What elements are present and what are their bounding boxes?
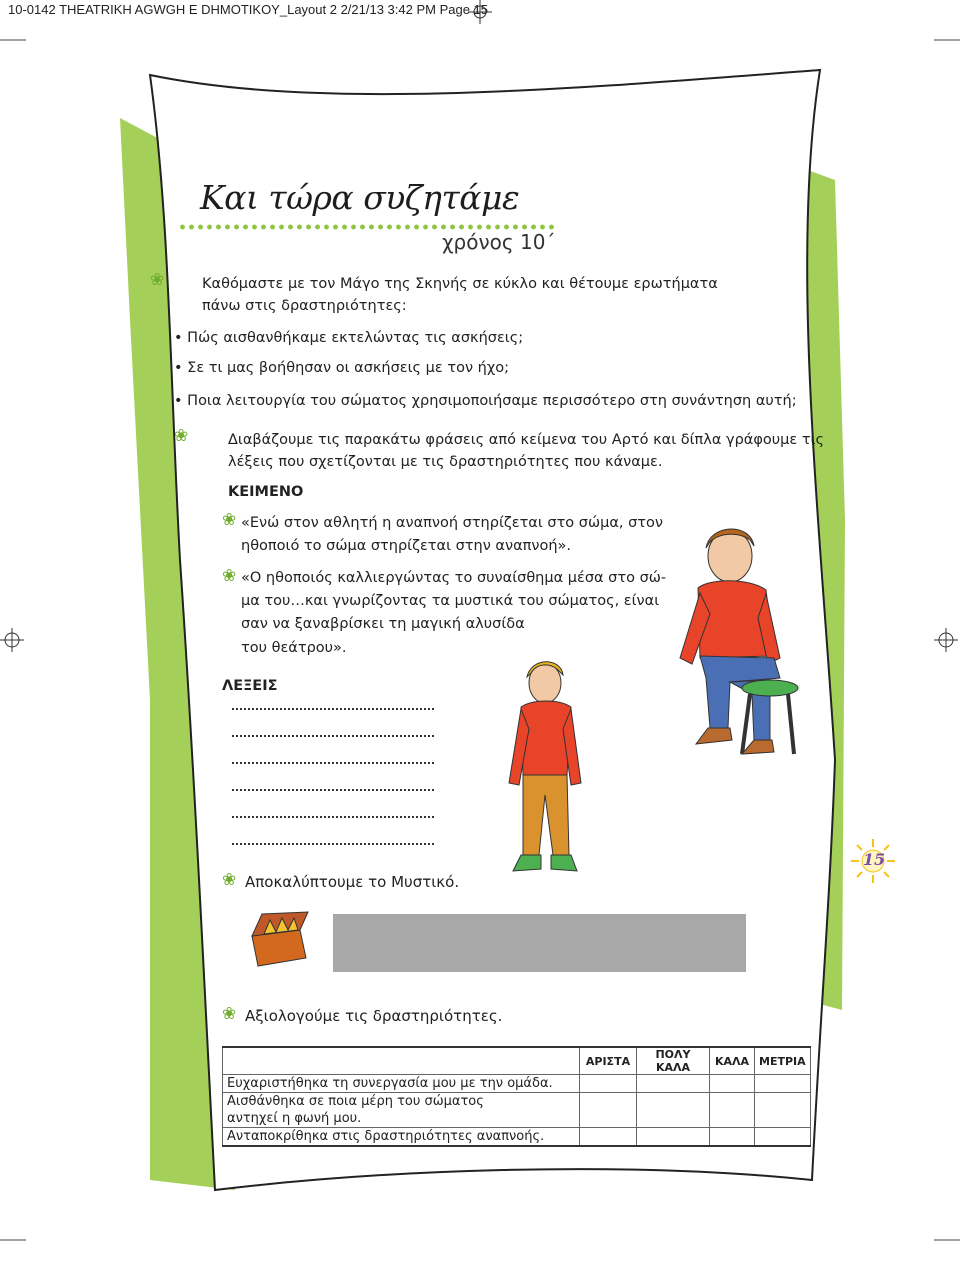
table-row bbox=[223, 1047, 811, 1075]
flower-icon: ❀ bbox=[174, 426, 189, 446]
standing-boy-illustration bbox=[495, 655, 590, 880]
rating-cell[interactable] bbox=[710, 1075, 755, 1093]
flower-icon: ❀ bbox=[150, 270, 165, 290]
rating-cell[interactable] bbox=[710, 1128, 755, 1147]
page-number: 15 bbox=[862, 850, 886, 869]
page-title: Και τώρα συζητάμε bbox=[200, 178, 520, 217]
rating-row-label: Ανταποκρίθηκα στις δραστηριότητες αναπνοής. bbox=[223, 1128, 580, 1147]
evaluate-heading: Αξιολογούμε τις δραστηριότητες. bbox=[245, 1007, 503, 1025]
rating-table bbox=[222, 1046, 811, 1147]
table-row bbox=[223, 1075, 811, 1093]
text-label: ΚΕΙΜΕΝΟ bbox=[228, 484, 304, 500]
flower-icon: ❀ bbox=[222, 566, 237, 586]
question-2: • Σε τι μας βοήθησαν οι ασκήσεις με τον ήχο; bbox=[174, 360, 509, 376]
quote2-line-3: σαν να ξαναβρίσκει τη μαγική αλυσίδα bbox=[241, 616, 525, 632]
answer-line[interactable] bbox=[232, 733, 434, 737]
rating-cell[interactable] bbox=[637, 1128, 710, 1147]
table-row bbox=[223, 1128, 811, 1147]
flower-icon: ❀ bbox=[222, 1004, 237, 1024]
reading-line-2: λέξεις που σχετίζονται με τις δραστηριότητες που κάναμε. bbox=[228, 454, 663, 470]
registration-mark-right bbox=[934, 628, 958, 652]
answer-line[interactable] bbox=[232, 760, 434, 764]
rating-row-label: αντηχεί η φωνή μου. bbox=[223, 1110, 580, 1128]
intro-line-2: πάνω στις δραστηριότητες: bbox=[202, 298, 407, 314]
answer-line[interactable] bbox=[232, 814, 434, 818]
reading-line-1: Διαβάζουμε τις παρακάτω φράσεις από κείμενα του Αρτό και δίπλα γράφουμε τις bbox=[228, 432, 824, 448]
registration-mark-left bbox=[0, 628, 24, 652]
words-label: ΛΕΞΕΙΣ bbox=[222, 678, 278, 694]
rating-row-label: Ευχαριστήθηκα τη συνεργασία μου με την ομάδα. bbox=[223, 1075, 580, 1093]
rating-cell[interactable] bbox=[755, 1128, 811, 1147]
rating-header: ΚΑΛΑ bbox=[710, 1047, 755, 1075]
table-row bbox=[223, 1093, 811, 1111]
rating-header: ΑΡΙΣΤΑ bbox=[580, 1047, 637, 1075]
rating-header: ΠΟΛΥ ΚΑΛΑ bbox=[637, 1047, 710, 1075]
rating-header: ΜΕΤΡΙΑ bbox=[755, 1047, 811, 1075]
rating-row-label: Αισθάνθηκα σε ποια μέρη του σώματος bbox=[223, 1093, 580, 1111]
rating-cell[interactable] bbox=[637, 1093, 710, 1128]
intro-line-1: Καθόμαστε με τον Μάγο της Σκηνής σε κύκλο και θέτουμε ερωτήματα bbox=[202, 276, 718, 292]
seated-man-illustration bbox=[670, 518, 800, 758]
question-1: • Πώς αισθανθήκαμε εκτελώντας τις ασκήσεις; bbox=[174, 330, 524, 346]
rating-cell[interactable] bbox=[580, 1093, 637, 1128]
secret-heading: Αποκαλύπτουμε το Μυστικό. bbox=[245, 873, 460, 891]
secret-answer-box[interactable] bbox=[333, 914, 746, 972]
rating-cell[interactable] bbox=[755, 1075, 811, 1093]
quote2-line-2: μα του…και γνωρίζοντας τα μυστικά του σώματος, είναι bbox=[241, 593, 660, 609]
rating-cell[interactable] bbox=[637, 1075, 710, 1093]
rating-cell[interactable] bbox=[710, 1093, 755, 1128]
answer-line[interactable] bbox=[232, 841, 434, 845]
treasure-chest-icon bbox=[248, 910, 312, 972]
flower-icon: ❀ bbox=[222, 510, 237, 530]
quote1-line-1: «Ενώ στον αθλητή η αναπνοή στηρίζεται στο σώμα, στον bbox=[241, 515, 664, 531]
time-label: χρόνος 10΄ bbox=[442, 230, 556, 254]
quote2-line-1: «Ο ηθοποιός καλλιεργώντας το συναίσθημα μέσα στο σώ- bbox=[241, 570, 667, 586]
quote1-line-2: ηθοποιό το σώμα στηρίζεται στην αναπνοή». bbox=[241, 538, 572, 554]
rating-cell[interactable] bbox=[580, 1075, 637, 1093]
rating-cell[interactable] bbox=[755, 1093, 811, 1128]
flower-icon: ❀ bbox=[222, 870, 237, 890]
rating-cell[interactable] bbox=[580, 1128, 637, 1147]
rating-header-blank bbox=[223, 1047, 580, 1075]
print-header: 10-0142 THEATRIKH AGWGH E DHMOTIKOY_Layout 2 2/21/13 3:42 PM Page 15 bbox=[8, 2, 489, 17]
answer-line[interactable] bbox=[232, 787, 434, 791]
answer-line[interactable] bbox=[232, 706, 434, 710]
question-3: • Ποια λειτουργία του σώματος χρησιμοποιήσαμε περισσότερο στη συνάντηση αυτή; bbox=[174, 393, 797, 409]
quote2-line-4: του θεάτρου». bbox=[241, 640, 347, 656]
